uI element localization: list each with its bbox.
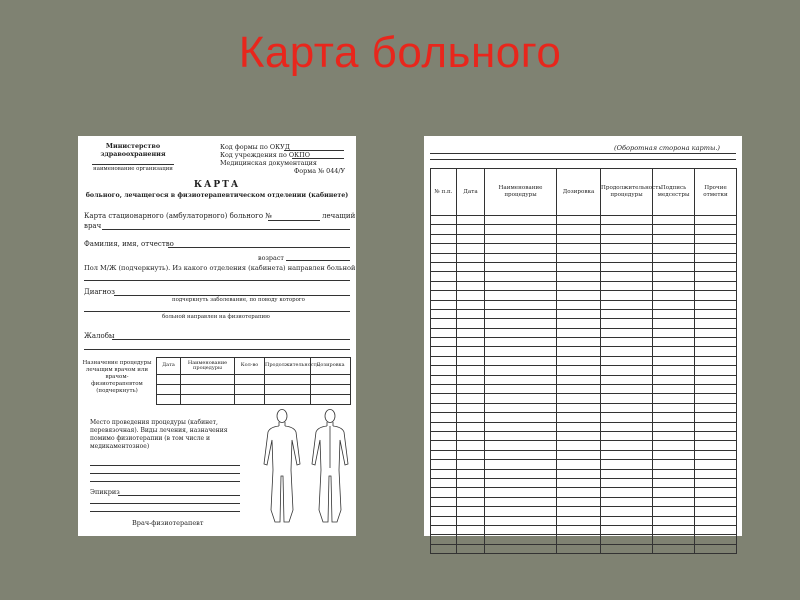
table-row bbox=[431, 488, 737, 497]
col-nurse-signature: Подпись медсестры bbox=[653, 169, 695, 216]
table-row bbox=[431, 300, 737, 309]
header-dosage: Дозировка bbox=[311, 358, 351, 375]
attending-label: лечащий bbox=[322, 212, 356, 220]
card-back-page bbox=[424, 136, 742, 536]
table-row bbox=[431, 394, 737, 403]
table-row bbox=[431, 497, 737, 506]
table-row bbox=[431, 544, 737, 553]
header-quantity: Кол-во bbox=[235, 358, 265, 375]
table-row bbox=[431, 441, 737, 450]
table-row bbox=[431, 291, 737, 300]
table-row bbox=[431, 431, 737, 440]
card-number-label: Карта стационарного (амбулаторного) больного № bbox=[84, 212, 272, 220]
slide-title: Карта больного bbox=[238, 28, 562, 77]
age-label: возраст bbox=[258, 254, 284, 262]
table-row bbox=[431, 460, 737, 469]
table-row bbox=[431, 328, 737, 337]
table-row bbox=[431, 309, 737, 318]
form-number: Форма № 044/У bbox=[294, 167, 346, 175]
table-row bbox=[431, 385, 737, 394]
okpo-label: Код учреждения по ОКПО bbox=[220, 151, 310, 159]
procedure-log-table bbox=[430, 168, 737, 554]
col-number: № п.п. bbox=[431, 169, 457, 216]
diagnosis-label: Диагноз bbox=[84, 288, 115, 296]
org-label: наименование организации bbox=[93, 166, 173, 172]
col-duration: Продолжительность процедуры bbox=[601, 169, 653, 216]
table-row bbox=[431, 525, 737, 534]
table-row bbox=[431, 234, 737, 243]
table-row bbox=[431, 253, 737, 262]
table-row bbox=[431, 347, 737, 356]
card-subtitle: больного, лечащегося в физиотерапевтическом отделении (кабинете) bbox=[85, 192, 349, 199]
table-row bbox=[431, 413, 737, 422]
table-row bbox=[431, 478, 737, 487]
complaints-label: Жалобы bbox=[84, 332, 115, 340]
table-row bbox=[431, 375, 737, 384]
col-other-notes: Прочие отметки bbox=[695, 169, 737, 216]
assign-label: Назначение процедуры лечащим врачом или врачом-физиотерапевтом (подчеркнуть) bbox=[82, 360, 152, 394]
body-front-figure bbox=[258, 406, 354, 532]
assignment-table bbox=[156, 357, 351, 405]
col-procedure-name: Наименование процедуры bbox=[485, 169, 557, 216]
table-row bbox=[431, 366, 737, 375]
name-label: Фамилия, имя, отчество bbox=[84, 240, 174, 248]
procedure-place-label: Место проведения процедуры (кабинет, перевязочная). Виды лечения, назначения помимо физиотерапии (в том числе и медикаментозное) bbox=[90, 419, 228, 450]
table-row bbox=[431, 244, 737, 253]
col-date: Дата bbox=[457, 169, 485, 216]
diagnosis-hint-2: больной направлен на физиотерапию bbox=[162, 314, 270, 320]
table-row bbox=[431, 225, 737, 234]
header-duration: Продолжительность bbox=[265, 358, 311, 375]
physio-doctor-label: Врач-физиотерапевт bbox=[132, 519, 204, 527]
sex-label: Пол М/Ж (подчеркнуть). Из какого отделения (кабинета) направлен больной bbox=[84, 264, 356, 272]
table-row bbox=[431, 281, 737, 290]
card-front-page bbox=[78, 136, 356, 536]
med-doc-label: Медицинская документация bbox=[220, 159, 317, 167]
table-row bbox=[431, 422, 737, 431]
ministry-label: Министерство здравоохранения bbox=[100, 142, 166, 158]
diagnosis-hint: подчеркнуть заболевание, по поводу которого bbox=[172, 297, 305, 303]
header-date: Дата bbox=[157, 358, 181, 375]
epicrisis-label: Эпикриз bbox=[90, 488, 120, 496]
okud-label: Код формы по ОКУД bbox=[220, 143, 290, 151]
table-row bbox=[431, 535, 737, 544]
table-row bbox=[431, 356, 737, 365]
table-row bbox=[431, 450, 737, 459]
col-dosage: Дозировка bbox=[557, 169, 601, 216]
table-row bbox=[431, 262, 737, 271]
header-procedure-name: Наименование процедуры bbox=[181, 358, 235, 375]
card-title: КАРТА bbox=[193, 180, 241, 190]
table-row bbox=[431, 216, 737, 225]
table-row bbox=[431, 338, 737, 347]
table-row bbox=[431, 507, 737, 516]
table-row bbox=[431, 403, 737, 412]
table-row bbox=[431, 469, 737, 478]
back-side-header: (Оборотная сторона карты.) bbox=[614, 144, 721, 152]
table-row bbox=[431, 319, 737, 328]
doctor-label: врач bbox=[84, 222, 102, 230]
table-row bbox=[431, 516, 737, 525]
table-row bbox=[431, 272, 737, 281]
